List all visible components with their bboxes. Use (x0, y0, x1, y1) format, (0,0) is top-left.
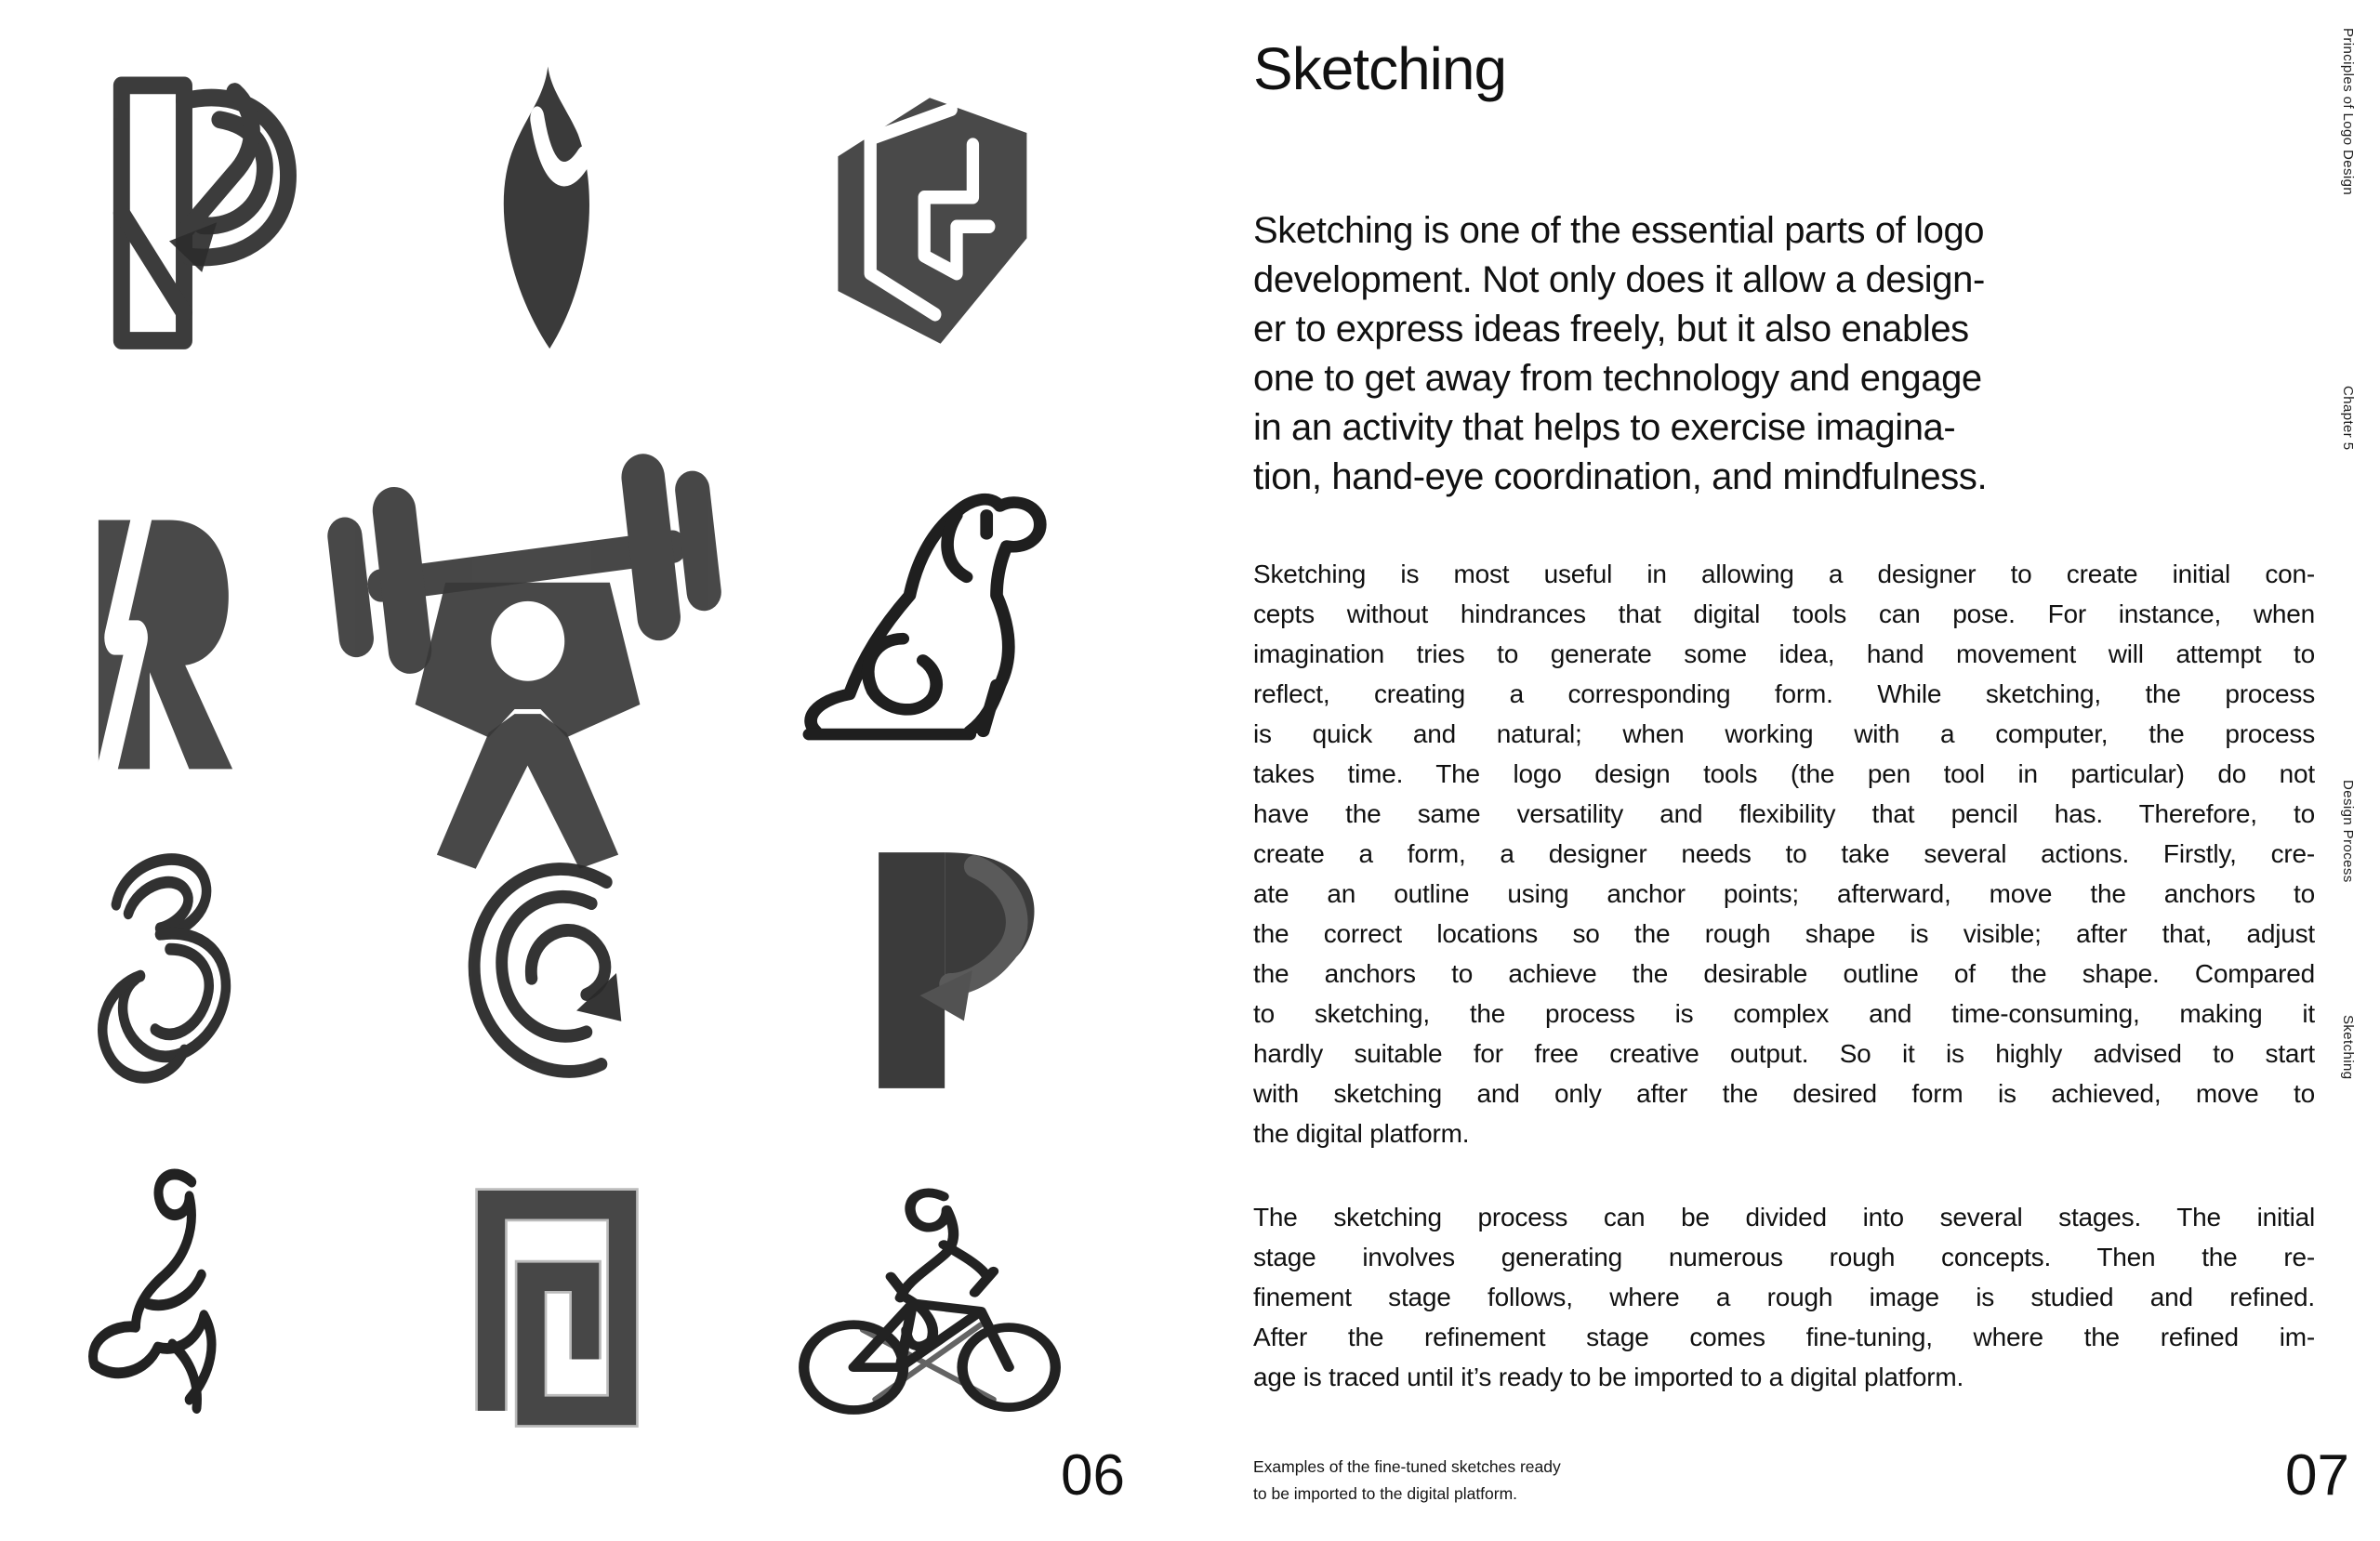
text-line: is quick and natural; when working with a computer, the process (1253, 719, 2315, 748)
text-line: The sketching process can be divided into several stages. The initial (1253, 1203, 2315, 1231)
weightlifter-barbell-drawing (311, 423, 744, 892)
letter-r-lightning-drawing (67, 465, 264, 810)
leaf-swirl-drawing (465, 51, 641, 358)
text-line: to sketching, the process is complex and time-consuming, making it (1253, 999, 2315, 1028)
text-line: in an activity that helps to exercise imagina- (1253, 407, 1956, 448)
text-line: imagination tries to generate some idea, hand movement will attempt to (1253, 639, 2315, 668)
right-page (1236, 0, 2380, 1541)
text-line: Sketching is most useful in allowing a designer to create initial con- (1253, 560, 2315, 588)
text-line: with sketching and only after the desired form is achieved, move to (1253, 1079, 2315, 1108)
running-figure-drawing (65, 1141, 309, 1431)
margin-label-book-title: Principles of Logo Design (2340, 28, 2356, 196)
sitting-dog-drawing (762, 454, 1097, 762)
text-line: create a form, a designer needs to take several actions. Firstly, cre- (1253, 839, 2315, 868)
square-meander-drawing (437, 1174, 684, 1431)
sketch-letter-p-solid-arrow (818, 830, 1093, 1111)
margin-label-chapter: Chapter 5 (2340, 386, 2356, 451)
swirl-arrow-drawing (437, 839, 686, 1107)
figure-caption (1253, 1454, 1561, 1508)
text-line: hardly suitable for free creative output. So it is highly advised to start (1253, 1039, 2315, 1068)
sketch-letter-p-arrow-outline (65, 51, 363, 362)
text-line: ate an outline using anchor points; afterward, move the anchors to (1253, 879, 2315, 908)
text-line: the anchors to achieve the desirable outline of the shape. Compared (1253, 959, 2315, 988)
page-title: Sketching (1253, 35, 1507, 102)
page-number-right: 07 (2285, 1443, 2349, 1508)
sketch-leaf-swirl (465, 51, 641, 358)
text-line: the correct locations so the rough shape is visible; after that, adjust (1253, 919, 2315, 948)
letter-p-arrow-outline-drawing (65, 51, 363, 362)
text-line: the digital platform. (1253, 1119, 1470, 1148)
text-line: cepts without hindrances that digital tools can pose. For instance, when (1253, 599, 2315, 628)
sketch-cyclist (770, 1165, 1080, 1431)
intro-paragraph (1253, 206, 2332, 502)
text-line: development. Not only does it allow a design- (1253, 259, 1985, 300)
text-line: age is traced until it’s ready to be imported to a digital platform. (1253, 1363, 1964, 1391)
text-line: stage involves generating numerous rough concepts. Then the re- (1253, 1243, 2315, 1271)
isometric-cube-letter-drawing (795, 74, 1064, 367)
sketch-letter-r-lightning (67, 465, 264, 810)
text-line: to be imported to the digital platform. (1253, 1484, 1518, 1503)
sketch-numeral-3 (58, 827, 301, 1125)
letter-p-solid-arrow-drawing (818, 830, 1093, 1111)
sketch-running-figure (65, 1141, 309, 1431)
text-line: takes time. The logo design tools (the pen tool in particular) do not (1253, 759, 2315, 788)
margin-label-section: Design Process (2340, 780, 2356, 883)
text-line: tion, hand-eye coordination, and mindfulness. (1253, 456, 1988, 497)
text-line: finement stage follows, where a rough image is studied and refined. (1253, 1283, 2315, 1311)
text-line: reflect, creating a corresponding form. While sketching, the process (1253, 679, 2315, 708)
text-line: have the same versatility and flexibility that pencil has. Therefore, to (1253, 799, 2315, 828)
sketch-weightlifter-barbell (311, 423, 744, 892)
page-number-left: 06 (1061, 1443, 1125, 1508)
sketch-swirl-arrow (437, 839, 686, 1107)
margin-label-subsection: Sketching (2340, 1015, 2356, 1080)
text-line: Examples of the fine-tuned sketches ready (1253, 1457, 1561, 1476)
body-paragraph-2 (1253, 1197, 2315, 1397)
text-line: one to get away from technology and engage (1253, 358, 1982, 399)
sketch-sitting-dog (762, 454, 1097, 762)
text-line: er to express ideas freely, but it also enables (1253, 309, 1969, 349)
text-line: After the refinement stage comes fine-tuning, where the refined im- (1253, 1323, 2315, 1351)
numeral-3-drawing (58, 827, 301, 1125)
sketch-square-meander (437, 1174, 684, 1431)
text-line: Sketching is one of the essential parts of logo (1253, 210, 1985, 251)
cyclist-drawing (770, 1165, 1080, 1431)
sketch-isometric-cube-letter (795, 74, 1064, 367)
body-paragraph-1 (1253, 554, 2315, 1153)
